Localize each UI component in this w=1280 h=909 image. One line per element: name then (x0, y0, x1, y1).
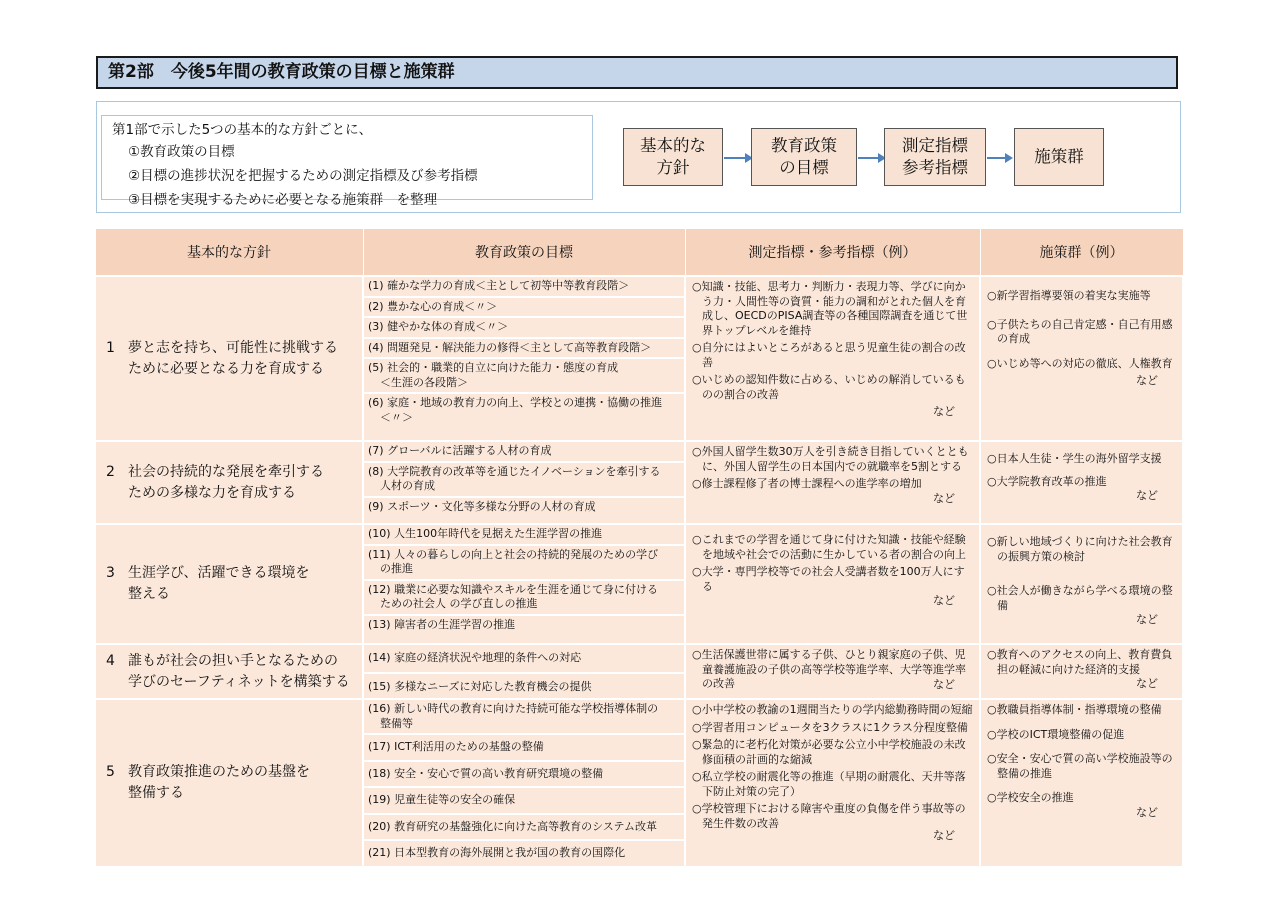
flow-box-text: 教育政策 (771, 136, 837, 155)
policy-text: ために必要となる力を育成する (128, 360, 324, 377)
indicator-item: ○緊急的に老朽化対策が必要な公立小中学校施設の未改修面積の計画的な縮減 (692, 738, 966, 766)
goal-item: (20) 教育研究の基盤強化に向けた高等教育のシステム改革 (364, 815, 684, 842)
goal-item: (4) 問題発見・解決能力の修得＜主として高等教育段階＞ (364, 339, 684, 360)
table-row (95, 524, 1183, 644)
measure-item: ○教職員指導体制・指導環境の整備 (987, 703, 1162, 716)
measure-item: ○新学習指導要領の着実な実施等 (987, 289, 1151, 302)
goal-item: (17) ICT利活用のための基盤の整備 (364, 735, 684, 762)
policy-number: 3 (106, 565, 115, 581)
table-row (95, 276, 1183, 441)
goal-text: ＜〃＞ (380, 410, 413, 424)
policy-text: 生涯学び、活躍できる環境を (128, 565, 310, 581)
measure-item: ○学校安全の推進 (987, 791, 1074, 804)
policy-number: 4 (106, 652, 115, 669)
goal-item (364, 463, 684, 498)
indicator-item: ○いじめの認知件数に占める、いじめの解消しているものの割合の改善 (692, 373, 966, 401)
measures-cell (980, 276, 1183, 441)
header-policy: 基本的な方針 (95, 229, 363, 277)
policy-cell (95, 644, 363, 699)
goal-item: (3) 健やかな体の育成＜〃＞ (364, 318, 684, 339)
policy-cell (95, 524, 363, 644)
goal-item (364, 700, 684, 735)
intro-line: ②目標の進捗状況を把握するための測定指標及び参考指標 (128, 168, 478, 184)
policy-text: 教育政策推進のための基盤を (128, 763, 310, 780)
goal-item (364, 359, 684, 394)
goal-text: 整備等 (380, 716, 413, 730)
flow-box-policy (623, 128, 723, 186)
goal-item (364, 581, 684, 616)
goals-cell (363, 441, 685, 524)
intro-line: ①教育政策の目標 (128, 144, 235, 160)
flow-box-measures (1014, 128, 1104, 186)
indicator-item: ○外国人留学生数30万人を引き続き目指していくとともに、外国人留学生の日本国内での就職率を5割とする (692, 445, 969, 473)
goal-text: の推進 (380, 562, 413, 575)
etc-label: など (1136, 613, 1158, 626)
table-row (95, 699, 1183, 867)
goal-text: ＜生涯の各段階＞ (380, 375, 468, 389)
flow-box-text: 方針 (656, 158, 690, 177)
etc-label: など (933, 491, 955, 505)
indicator-item: ○これまでの学習を通じて身に付けた知識・技能や経験を地域や社会での活動に生かしている者の割合の向上 (692, 533, 966, 561)
flow-box-indicators (884, 128, 986, 186)
header-goals: 教育政策の目標 (363, 229, 685, 277)
indicators-cell (685, 276, 980, 441)
goal-item (364, 546, 684, 581)
policy-text: 整備する (128, 784, 184, 801)
goals-cell (363, 699, 685, 867)
goals-cell (363, 644, 685, 699)
flow-box-goals (751, 128, 857, 186)
measures-cell (980, 644, 1183, 699)
flow-box-text: 施策群 (1034, 147, 1084, 166)
measure-item: ○新しい地域づくりに向けた社会教育の振興方策の検討 (987, 535, 1173, 563)
policy-cell (95, 699, 363, 867)
indicator-item: ○私立学校の耐震化等の推進（早期の耐震化、天井等落下防止対策の完了） (692, 770, 966, 798)
header-indicators: 測定指標・参考指標（例） (685, 229, 980, 277)
goal-item: (14) 家庭の経済状況や地理的条件への対応 (364, 645, 684, 674)
header-measures: 施策群（例） (980, 229, 1183, 277)
goal-item: (9) スポーツ・文化等多様な分野の人材の育成 (368, 499, 596, 513)
flow-arrow-icon (724, 157, 746, 159)
indicator-item: ○小中学校の教諭の1週間当たりの学内総勤務時間の短縮 (692, 703, 973, 716)
etc-label: など (933, 677, 955, 691)
intro-line: ③目標を実現するために必要となる施策群 を整理 (128, 192, 438, 208)
measures-cell (980, 524, 1183, 644)
measures-cell (980, 699, 1183, 867)
indicator-item: ○学習者用コンピュータを3クラスに1クラス分程度整備 (692, 720, 968, 734)
goal-item: (15) 多様なニーズに対応した教育機会の提供 (368, 679, 592, 693)
policy-text: 社会の持続的な発展を牽引する (128, 463, 324, 480)
table-header-row (95, 229, 1183, 277)
goal-item: (1) 確かな学力の育成＜主として初等中等教育段階＞ (364, 277, 684, 298)
goal-text: (5) 社会的・職業的自立に向けた能力・態度の育成 (368, 361, 619, 374)
policy-number: 5 (106, 763, 115, 780)
etc-label: など (1136, 677, 1158, 690)
measure-item: ○いじめ等への対応の徹底、人権教育 (987, 356, 1173, 370)
goal-item: (21) 日本型教育の海外展開と我が国の教育の国際化 (368, 846, 626, 859)
policy-table (94, 228, 1184, 868)
goal-text: 人材の育成 (380, 479, 435, 492)
goal-item (364, 394, 684, 427)
indicator-item: ○自分にはよいところがあると思う児童生徒の割合の改善 (692, 341, 966, 369)
table-row (95, 441, 1183, 524)
policy-text: 夢と志を持ち、可能性に挑戦する (128, 339, 338, 356)
goal-text: (12) 職業に必要な知識やスキルを生涯を通じて身に付ける (368, 582, 658, 596)
flow-box-text: 参考指標 (902, 158, 968, 177)
flow-arrow-icon (858, 157, 879, 159)
indicator-item: ○大学・専門学校等での社会人受講者数を100万人にする (692, 565, 965, 593)
indicator-item: ○生活保護世帯に属する子供、ひとり親家庭の子供、児童養護施設の子供の高等学校等進学率、大学等進学率の改善 (692, 648, 966, 690)
table-row (95, 644, 1183, 699)
policy-number: 2 (106, 463, 115, 480)
policy-number: 1 (106, 339, 115, 356)
measure-item: ○大学院教育改革の推進 (987, 474, 1107, 488)
etc-label: など (1136, 374, 1158, 387)
goal-item: (7) グローバルに活躍する人材の育成 (364, 442, 684, 463)
indicators-cell (685, 441, 980, 524)
goal-item: (13) 障害者の生涯学習の推進 (368, 617, 516, 631)
policy-text: 整える (128, 586, 170, 602)
policy-text: ための多様な力を育成する (128, 484, 296, 501)
goals-cell (363, 524, 685, 644)
measure-item: ○安全・安心で質の高い学校施設等の整備の推進 (987, 752, 1173, 780)
flow-arrow-icon (987, 157, 1006, 159)
etc-label: など (933, 405, 955, 418)
goals-cell (363, 276, 685, 441)
flow-box-text: 基本的な (640, 136, 706, 155)
measure-item: ○子供たちの自己肯定感・自己有用感の育成 (987, 317, 1173, 345)
goal-item: (18) 安全・安心で質の高い教育研究環境の整備 (364, 762, 684, 789)
goal-text: (8) 大学院教育の改革等を通じたイノベーションを牽引する (368, 464, 661, 478)
etc-label: など (1136, 805, 1158, 819)
goal-text: (11) 人々の暮らしの向上と社会の持続的発展のための学び (368, 547, 659, 561)
page-title: 第2部 今後5年間の教育政策の目標と施策群 (96, 56, 1178, 89)
measure-item: ○社会人が働きながら学べる環境の整備 (987, 584, 1173, 612)
goal-item: (2) 豊かな心の育成＜〃＞ (364, 298, 684, 319)
flow-box-text: の目標 (779, 158, 829, 177)
etc-label: など (933, 829, 955, 842)
measure-item: ○日本人生徒・学生の海外留学支援 (987, 452, 1162, 465)
intro-text-box (101, 115, 593, 208)
goal-text: (16) 新しい時代の教育に向けた持続可能な学校指導体制の (368, 702, 659, 715)
indicator-item: ○学校管理下における障害や重度の負傷を伴う事故等の発生件数の改善 (692, 802, 966, 830)
indicators-cell (685, 699, 980, 867)
goal-text: (6) 家庭・地域の教育力の向上、学校との連携・協働の推進 (368, 396, 663, 409)
policy-text: 誰もが社会の担い手となるための (128, 652, 338, 669)
indicator-item: ○知識・技能、思考力・判断力・表現力等、学びに向かう力・人間性等の資質・能力の調和がとれた個人を育成し、OECDのPISA調査等の各種国際調査を通じて世界トップレベルを維持 (692, 280, 968, 337)
policy-cell (95, 276, 363, 441)
intro-panel (96, 101, 1181, 213)
measure-item: ○学校のICT環境整備の促進 (987, 727, 1125, 741)
indicators-cell (685, 524, 980, 644)
flow-box-text: 測定指標 (902, 136, 968, 155)
goal-item: (19) 児童生徒等の安全の確保 (364, 788, 684, 815)
etc-label: など (1136, 489, 1158, 502)
intro-line: 第1部で示した5つの基本的な方針ごとに、 (112, 122, 373, 138)
goal-item: (10) 人生100年時代を見据えた生涯学習の推進 (364, 525, 684, 546)
goal-text: ための社会人 の学び直しの推進 (380, 597, 538, 610)
measures-cell (980, 441, 1183, 524)
indicator-item: ○修士課程修了者の博士課程への進学率の増加 (692, 477, 922, 490)
etc-label: など (933, 594, 955, 607)
indicators-cell (685, 644, 980, 699)
policy-text: 学びのセーフティネットを構築する (128, 673, 350, 690)
policy-cell (95, 441, 363, 524)
measure-item: ○教育へのアクセスの向上、教育費負担の軽減に向けた経済的支援 (987, 648, 1173, 676)
